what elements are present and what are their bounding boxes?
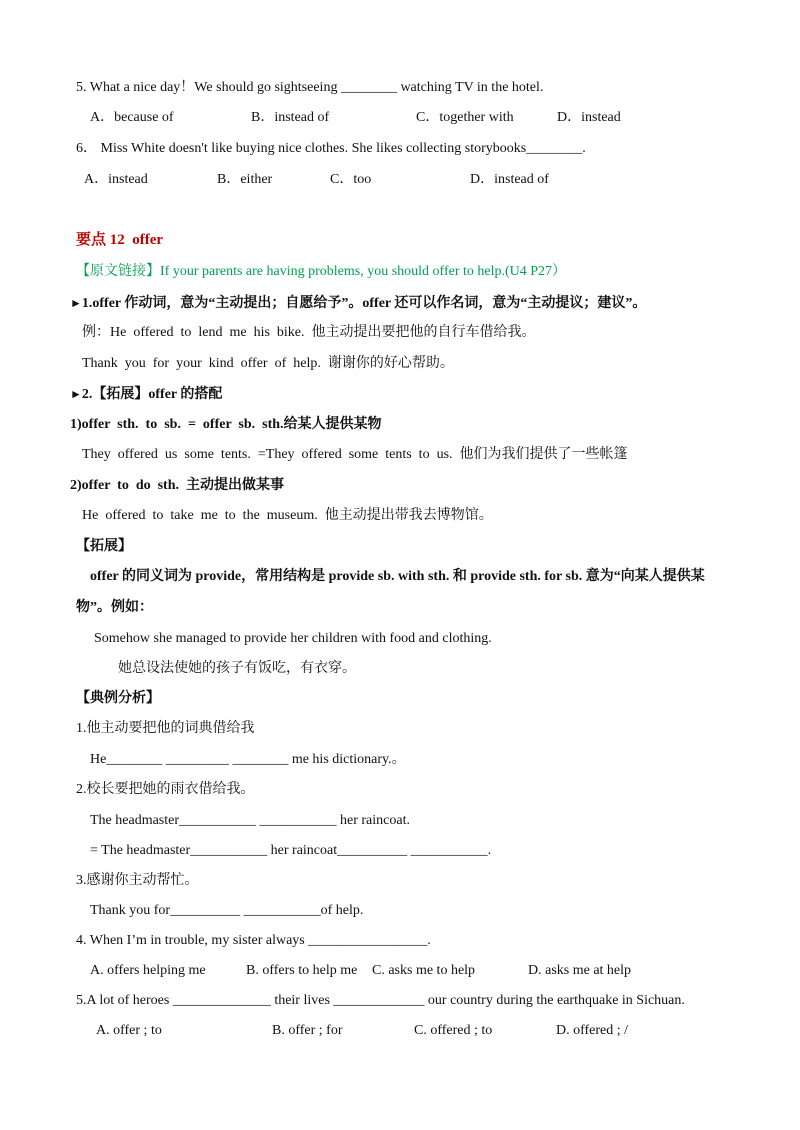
q5-option-d: D．instead [557,110,621,125]
exercise-1-en: He________ _________ ________ me his dictionary.。 [90,752,406,767]
example-1: 例：He offered to lend me his bike. 他主动提出要把他的自行车借给我。 [82,325,536,340]
q6-option-c: C．too [330,172,372,187]
source-tag: 【原文链接】 [76,264,160,279]
triangle-marker-icon: ► [70,387,82,401]
e5-option-a: A. offer ; to [96,1023,162,1038]
question-5-stem: 5. What a nice day！We should go sightseeing ________ watching TV in the hotel. [76,80,544,95]
point-2 [70,385,222,404]
q6-option-a: A．instead [84,172,148,187]
collocation-2: 2)offer to do sth. 主动提出做某事 [70,478,285,493]
source-link-line [76,263,566,281]
q6-option-d: D．instead of [470,172,549,187]
e5-option-d: D. offered ; / [556,1023,629,1038]
point-1-text: 1.offer 作动词，意为“主动提出；自愿给予”。offer 还可以作名词，意为“主动提议；建议”。 [81,296,647,311]
collocation-1: 1)offer sth. to sb. = offer sb. sth.给某人提供某物 [70,417,382,432]
exercise-3-cn: 3.感谢你主动帮忙。 [76,873,199,888]
exercise-4-stem: 4. When I’m in trouble, my sister always _________________. [76,933,431,948]
exercise-5-stem: 5.A lot of heroes ______________ their lives _____________ our country during the earthquake in Sichuan. [76,993,685,1008]
q5-option-a: A．because of [90,110,174,125]
e4-option-b: B. offers to help me [246,963,358,978]
triangle-marker-icon: ► [70,296,82,310]
extension-example-cn: 她总设法使她的孩子有饭吃，有衣穿。 [118,661,356,676]
e4-option-c: C. asks me to help [372,963,476,978]
extension-line-2: 物”。例如： [76,600,153,615]
q6-option-b: B．either [217,172,273,187]
collocation-1-example: They offered us some tents. =They offered some tents to us. 他们为我们提供了一些帐篷 [82,447,628,462]
q5-option-c: C．together with [416,110,514,125]
extension-line-1: offer 的同义词为 provide，常用结构是 provide sb. with sth. 和 provide sth. for sb. 意为“向某人提供某 [90,569,705,584]
source-text: If your parents are having problems, you should offer to help.(U4 P27） [160,264,567,279]
extension-example: Somehow she managed to provide her children with food and clothing. [94,631,492,646]
point-2-text: 2.【拓展】offer 的搭配 [81,387,223,402]
point-1 [70,294,646,313]
exercise-2-cn: 2.校长要把她的雨衣借给我。 [76,782,255,797]
e4-option-a: A. offers helping me [90,963,206,978]
exercise-2-en-1: The headmaster___________ ___________ her raincoat. [90,813,410,828]
e5-option-b: B. offer ; for [272,1023,343,1038]
e5-option-c: C. offered ; to [414,1023,493,1038]
exercise-3-en: Thank you for__________ ___________of help. [90,903,364,918]
q5-option-b: B．instead of [251,110,330,125]
section-title: 要点 12 offer [76,232,164,248]
e4-option-d: D. asks me at help [528,963,632,978]
exercise-2-en-2: = The headmaster___________ her raincoat__________ ___________. [90,843,492,858]
extension-title: 【拓展】 [76,539,132,554]
example-2: Thank you for your kind offer of help. 谢谢你的好心帮助。 [82,356,454,371]
collocation-2-example: He offered to take me to the museum. 他主动提出带我去博物馆。 [82,508,493,523]
exercise-1-cn: 1.他主动要把他的词典借给我 [76,721,255,736]
question-6-stem: 6． Miss White doesn't like buying nice clothes. She likes collecting storybooks________. [76,141,586,156]
analysis-title: 【典例分析】 [76,691,160,706]
